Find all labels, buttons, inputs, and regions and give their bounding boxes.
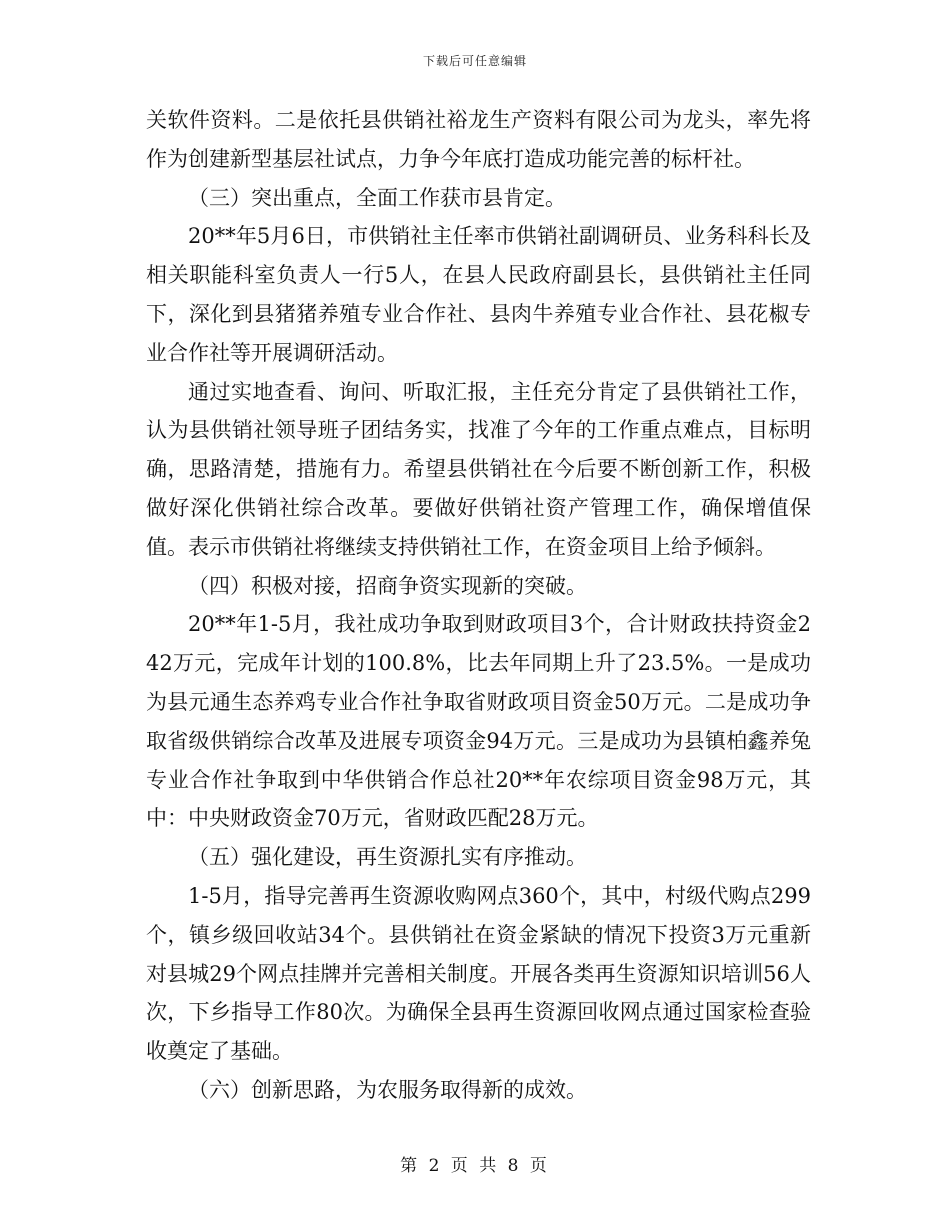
section-heading-3: （三）突出重点，全面工作获市县肯定。 xyxy=(188,185,566,210)
section-heading-6: （六）创新思路，为农服务取得新的成效。 xyxy=(188,1077,587,1102)
paragraph-city-visit: 20**年5月6日，市供销社主任率市供销社副调研员、业务科科长及相关职能科室负责人一行5人，在县人民政府副县长，县供销社主任同下，深化到县猪猪养殖专业合作社、县肉牛养殖专业合作社、县花椒专业合作社等开展调研活动。 xyxy=(146,224,811,365)
paragraph-funding: 20**年1-5月，我社成功争取到财政项目3个，合计财政扶持资金242万元，完成年计划的100.8%，比去年同期上升了23.5%。一是成功为县元通生态养鸡专业合作社争取省财政项目资金50万元。二是成功争取省级供销综合改革及进展专项资金94万元。三是成功为县镇柏鑫养兔专业合作社争取到中华供销合作总社20**年农综项目资金98万元，其中：中央财政资金70万元，省财政匹配28万元。 xyxy=(146,612,811,831)
document-body xyxy=(146,101,811,1110)
page-header-note: 下载后可任意编辑 xyxy=(422,54,527,68)
paragraph-recycling: 1-5月，指导完善再生资源收购网点360个，其中，村级代购点299个，镇乡级回收站34个。县供销社在资金紧缺的情况下投资3万元重新对县城29个网点挂牌并完善相关制度。开展各类再生资源知识培训56人次，下乡指导工作80次。为确保全县再生资源回收网点通过国家检查验收奠定了基础。 xyxy=(146,883,811,1064)
paragraph-continuation: 关软件资料。二是依托县供销社裕龙生产资料有限公司为龙头，率先将作为创建新型基层社试点，力争今年底打造成功能完善的标杆社。 xyxy=(146,108,811,171)
section-heading-5: （五）强化建设，再生资源扎实有序推动。 xyxy=(188,845,587,870)
section-heading-4: （四）积极对接，招商争资实现新的突破。 xyxy=(188,573,587,598)
paragraph-affirmation: 通过实地查看、询问、听取汇报，主任充分肯定了县供销社工作，认为县供销社领导班子团结务实，找准了今年的工作重点难点，目标明确，思路清楚，措施有力。希望县供销社在今后要不断创新工作，积极做好深化供销社综合改革。要做好供销社资产管理工作，确保增值保值。表示市供销社将继续支持供销社工作，在资金项目上给予倾斜。 xyxy=(146,379,811,559)
page-number: 第 2 页 共 8 页 xyxy=(400,1156,550,1176)
